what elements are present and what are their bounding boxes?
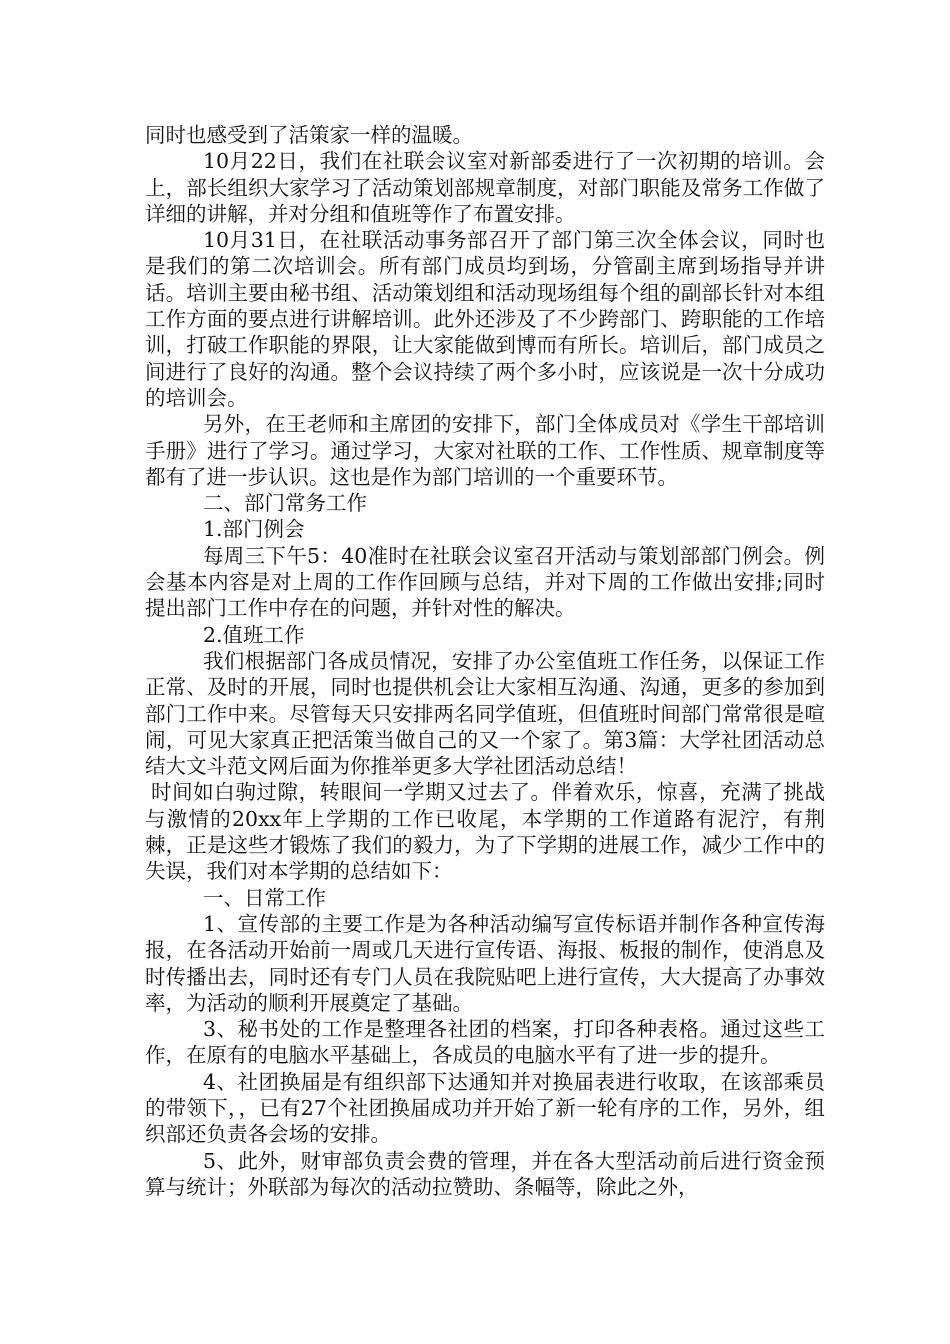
paragraph: 3、秘书处的工作是整理各社团的档案，打印各种表格。通过这些工作，在原有的电脑水平基础上，各成员的电脑水平有了进一步的提升。 [145,1017,825,1068]
paragraph: 我们根据部门各成员情况，安排了办公室值班工作任务，以保证工作正常、及时的开展，同时也提供机会让大家相互沟通、沟通，更多的参加到部门工作中来。尽管每天只安排两名同学值班，但值班时间部门常常很是喧闹，可见大家真正把活策当做自己的又一个家了。第3篇：大学社团活动总结大文斗范文网后面为你推举更多大学社团活动总结！ [145,648,825,779]
paragraph: 同时也感受到了活策家一样的温暖。 [145,123,473,147]
paragraph: 时间如白驹过隙，转眼间一学期又过去了。伴着欢乐，惊喜，充满了挑战与激情的20xx年上学期的工作已收尾，本学期的工作道路有泥泞，有荆棘，正是这些才锻炼了我们的毅力，为了下学期的进展工作，减少工作中的失误，我们对本学期的总结如下： [145,780,825,884]
paragraph: 4、社团换届是有组织部下达通知并对换届表进行收取，在该部乘员的带领下，，已有27个社团换届成功并开始了新一轮有序的工作，另外，组织部还负责各会场的安排。 [145,1069,825,1147]
section-heading: 二、部门常务工作 [203,491,367,516]
paragraph: 每周三下午5：40准时在社联会议室召开活动与策划部部门例会。例会基本内容是对上周的工作作回顾与总结，并对下周的工作做出安排;同时提出部门工作中存在的问题，并针对性的解决。 [145,543,825,621]
subsection-heading: 1.部门例会 [203,517,305,542]
paragraph: 1、宣传部的主要工作是为各种活动编写宣传标语并制作各种宣传海报，在各活动开始前一周或几天进行宣传语、海报、板报的制作，使消息及时传播出去，同时还有专门人员在我院贴吧上进行宣传，大大提高了办事效率，为活动的顺利开展奠定了基础。 [145,911,825,1015]
paragraph: 10月31日，在社联活动事务部召开了部门第三次全体会议，同时也是我们的第二次培训会。所有部门成员均到场，分管副主席到场指导并讲话。培训主要由秘书组、活动策划组和活动现场组每个组的副部长针对本组工作方面的要点进行讲解培训。此外还涉及了不少跨部门、跨职能的工作培训，打破工作职能的界限，让大家能做到博而有所长。培训后，部门成员之间进行了良好的沟通。整个会议持续了两个多小时，应该说是一次十分成功的培训会。 [145,228,825,410]
section-heading: 一、日常工作 [203,885,326,910]
paragraph: 另外，在王老师和主席团的安排下，部门全体成员对《学生干部培训手册》进行了学习。通过学习，大家对社联的工作、工作性质、规章制度等都有了进一步认识。这也是作为部门培训的一个重要环节。 [145,412,825,489]
subsection-heading: 2.值班工作 [203,622,305,647]
paragraph: 10月22日，我们在社联会议室对新部委进行了一次初期的培训。会上，部长组织大家学习了活动策划部规章制度，对部门职能及常务工作做了详细的讲解，并对分组和值班等作了布置安排。 [145,149,825,226]
paragraph: 5、此外，财审部负责会费的管理，并在各大型活动前后进行资金预算与统计；外联部为每次的活动拉赞助、条幅等，除此之外， [145,1148,825,1199]
document-body [145,122,825,1200]
